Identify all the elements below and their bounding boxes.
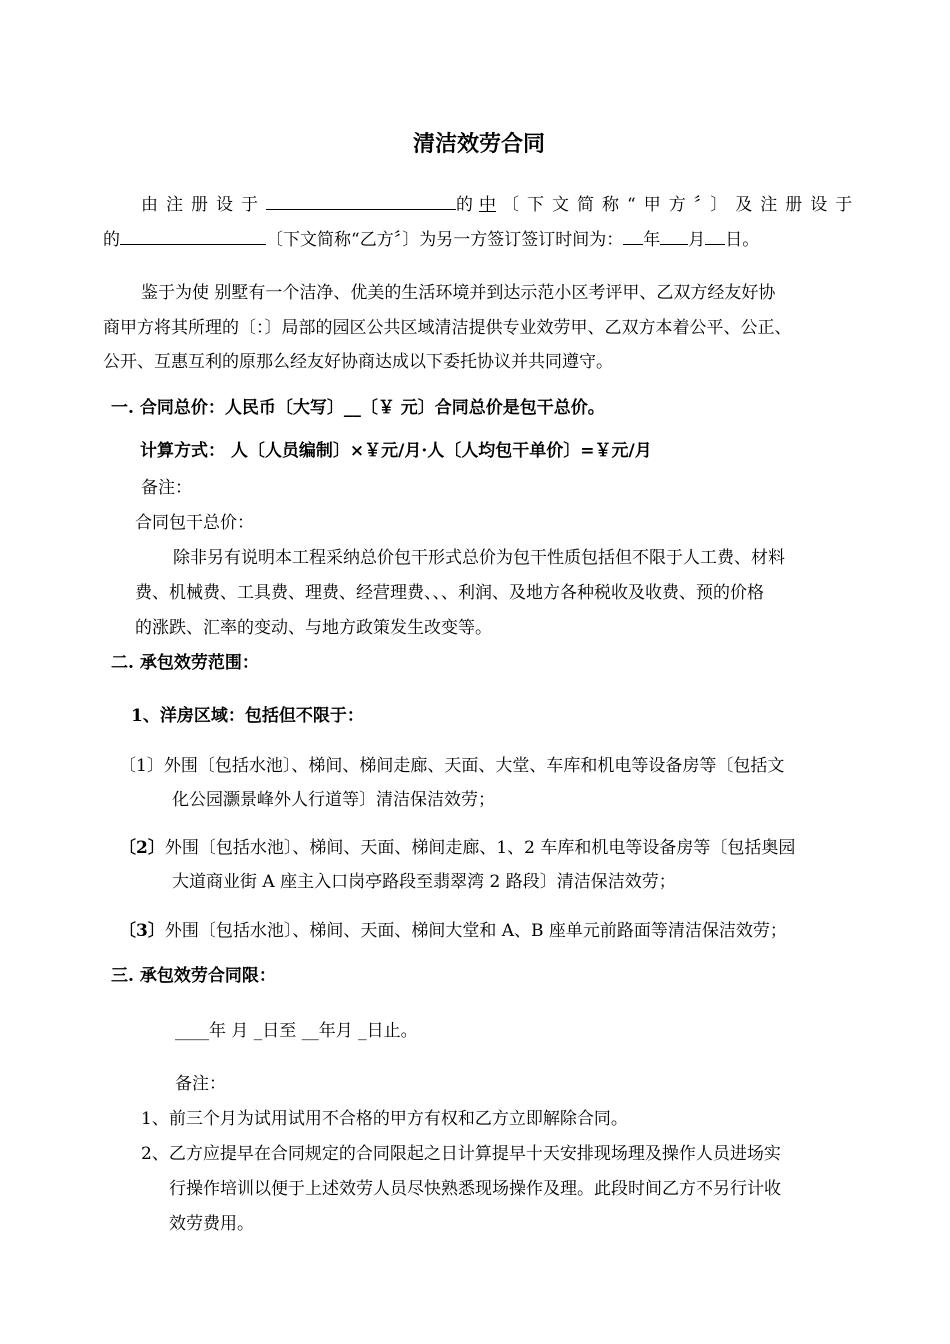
item-number: 〔1〕 — [119, 756, 164, 776]
list-item-continuation: 化公园灏景峰外人行道等〕清洁保洁效劳； — [172, 790, 495, 810]
total-label: 合同包干总价： — [135, 513, 254, 533]
list-item — [119, 755, 784, 777]
blank-field — [266, 192, 456, 210]
intro-text: 年 — [643, 230, 661, 250]
paragraph-line: 鉴于为使 别墅有一个洁净、优美的生活环境并到达示范小区考评甲、乙双方经友好协 — [141, 283, 776, 303]
blank-field — [623, 227, 643, 245]
paragraph-line: 的涨跌、汇率的变动、与地方政策发生改变等。 — [135, 618, 492, 638]
document-title: 清洁效劳合同 — [413, 131, 546, 157]
intro-text: 日。 — [725, 230, 760, 250]
paragraph-line: 除非另有说明本工程采纳总价包干形式总价为包干性质包括但不限于人工费、材料 — [173, 548, 785, 568]
remark-item: 1、前三个月为试用试用不合格的甲方有权和乙方立即解除合同。 — [141, 1109, 628, 1129]
paragraph-line: 费、机械费、工具费、理费、经营理费、、、利润、及地方各种税收及收费、预的价格 — [135, 583, 764, 603]
blank-field — [660, 227, 688, 245]
paragraph-line: 商甲方将其所理的〔：〕局部的园区公共区域清洁提供专业效劳甲、乙双方本着公平、公正、 — [103, 318, 792, 338]
intro-text: 的 — [456, 195, 473, 215]
section-heading: 三. 承包效劳合同限： — [111, 966, 276, 986]
item-text: 外围〔包括水池〕、梯间、天面、梯间大堂和 A、B 座单元前路面等清洁保洁效劳； — [164, 921, 787, 941]
note-label: 备注： — [141, 478, 192, 498]
intro-text: 月 — [688, 230, 706, 250]
blank-field — [120, 227, 266, 245]
remark-item: 2、乙方应提早在合同规定的合同限起之日计算提早十天安排现场理及操作人员进场实 — [141, 1144, 781, 1164]
list-item — [119, 920, 787, 942]
contract-period: ____年 月 _日至 __年月 _日止。 — [175, 1021, 418, 1041]
intro-line-1 — [141, 192, 860, 216]
subsection-heading: 1、洋房区域：包括但不限于： — [131, 706, 364, 726]
intro-line-2 — [103, 227, 759, 251]
remark-item-continuation: 效劳费用。 — [169, 1214, 254, 1234]
intro-text: 〔下文简称“乙方〞〕为另一方签订签订时间为： — [266, 230, 624, 250]
intro-text: 〔下文简称“甲方〞〕及注册设于 — [502, 195, 861, 215]
paragraph-line: 公开、互惠互利的原那么经友好协商达成以下委托协议并共同遵守。 — [103, 352, 613, 372]
note-label: 备注： — [175, 1074, 226, 1094]
blank-field — [705, 227, 725, 245]
intro-text: 由注册设于 — [141, 195, 266, 215]
item-number: 〔3〕 — [119, 921, 165, 941]
item-text: 外围〔包括水池〕、梯间、天面、梯间走廊、1、2 车库和机电等设备房等〔包括奥园 — [164, 838, 796, 858]
list-item-continuation: 大道商业街 A 座主入口岗亭路段至翡翠湾 2 路段〕清洁保洁效劳； — [172, 872, 676, 892]
item-text: 外围〔包括水池〕、梯间、梯间走廊、天面、大堂、车库和机电等设备房等〔包括文 — [163, 756, 785, 776]
calc-method: 计算方式： 人〔人员编制〕×￥元/月·人〔人均包干单价〕=￥元/月 — [140, 441, 652, 461]
remark-item-continuation: 行操作培训以便于上述效劳人员尽快熟悉现场操作及理。此段时间乙方不另行计收 — [169, 1179, 781, 1199]
intro-text: 的 — [103, 230, 120, 250]
intro-text: 中 — [479, 195, 496, 215]
section-heading: 一. 合同总价：人民币〔大写〕__〔￥ 元〕合同总价是包干总价。 — [111, 398, 605, 418]
section-heading: 二. 承包效劳范围： — [111, 653, 259, 673]
list-item — [119, 837, 795, 859]
item-number: 〔2〕 — [119, 838, 165, 858]
